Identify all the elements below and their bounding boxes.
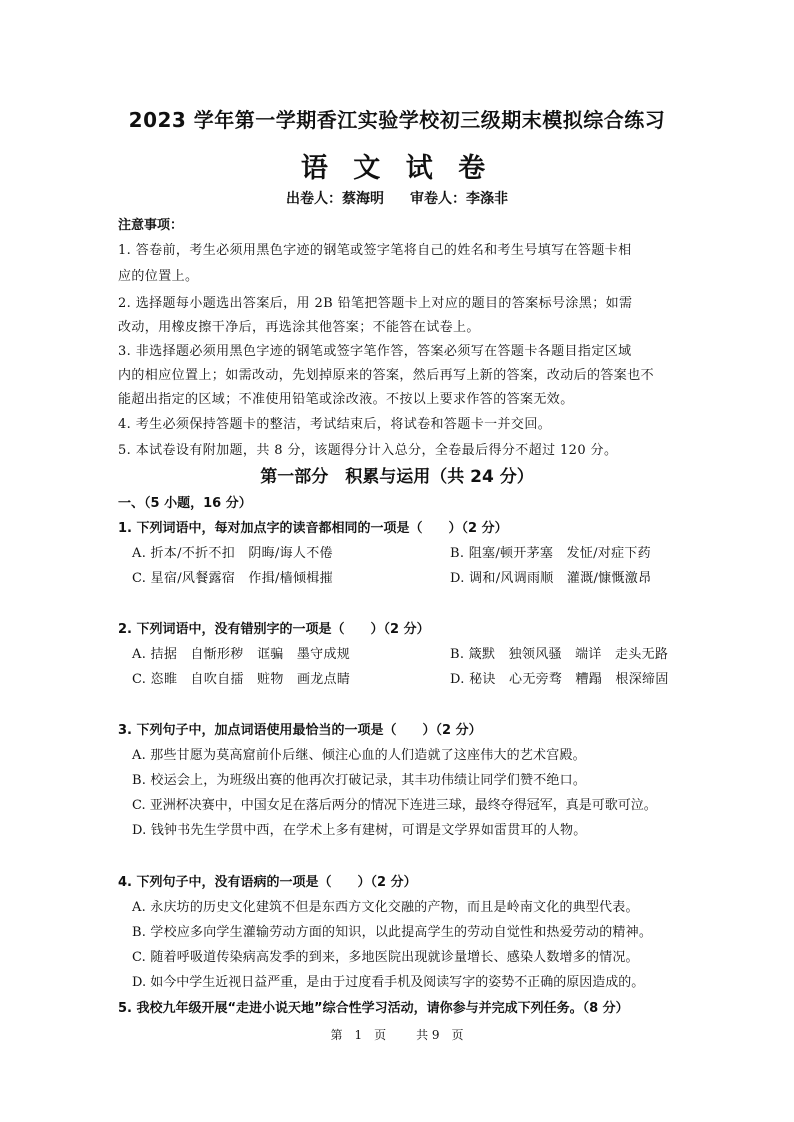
note-line: 内的相应位置上；如需改动，先划掉原来的答案，然后再写上新的答案，改动后的答案也不 [118,368,655,383]
q4-option-b: B. 学校应多向学生灌输劳动方面的知识，以此提高学生的劳动自觉性和热爱劳动的精神。 [132,925,653,940]
q1-option-d: D. 调和/风调雨顺 灌溉/慷慨激昂 [450,571,652,586]
question-2-stem: 2. 下列词语中，没有错别字的一项是（ ）（2 分） [118,622,430,637]
q3-option-a: A. 那些甘愿为莫高窟前仆后继、倾注心血的人们造就了这座伟大的艺术宫殿。 [132,748,586,763]
note-line: 5. 本试卷设有附加题，共 8 分，该题得分计入总分，全卷最后得分不超过 120 分。 [118,443,618,458]
q2-option-c: C. 恣睢 自吹自擂 赃物 画龙点睛 [132,672,351,687]
note-line: 2. 选择题每小题选出答案后，用 2B 铅笔把答题卡上对应的题目的答案标号涂黑；如需 [118,296,633,311]
note-line: 4. 考生必须保持答题卡的整洁，考试结束后，将试卷和答题卡一并交回。 [118,417,552,432]
notes-heading: 注意事项： [118,218,184,233]
q2-option-a: A. 拮据 自惭形秽 诓骗 墨守成规 [132,647,351,662]
q2-option-d: D. 秘诀 心无旁骛 糟蹋 根深缔固 [450,672,669,687]
q3-option-d: D. 钱钟书先生学贯中西，在学术上多有建树，可谓是文学界如雷贯耳的人物。 [132,823,587,838]
note-line: 3. 非选择题必须用黑色字迹的钢笔或签字笔作答，答案必须写在答题卡各题目指定区域 [118,344,632,359]
exam-title: 2023 学年第一学期香江实验学校初三级期末模拟综合练习 [128,108,666,132]
q1-option-c: C. 星宿/风餐露宿 作揖/樯倾楫摧 [132,571,333,586]
note-line: 能超出指定的区域；不准使用铅笔或涂改液。不按以上要求作答的答案无效。 [118,392,574,407]
page-total: 共 9 页 [416,1028,464,1042]
q4-option-a: A. 永庆坊的历史文化建筑不但是东西方文化交融的产物，而且是岭南文化的典型代表。 [132,900,639,915]
question-1-stem: 1. 下列词语中，每对加点字的读音都相同的一项是（ ）（2 分） [118,521,508,536]
setter: 出卷人：蔡海明 [286,191,384,207]
note-line: 改动，用橡皮擦干净后，再选涂其他答案；不能答在试卷上。 [118,320,480,335]
note-line: 1. 答卷前，考生必须用黑色字迹的钢笔或签字笔将自己的姓名和考生号填写在答题卡相 [118,243,632,258]
q3-option-b: B. 校运会上，为班级出赛的他再次打破记录，其丰功伟绩让同学们赞不绝口。 [132,773,587,788]
section-heading: 一、（5 小题，16 分） [118,496,252,511]
note-line: 应的位置上。 [118,269,199,284]
page-number: 第 1 页 [330,1028,387,1042]
authors-line [0,188,794,208]
q4-option-c: C. 随着呼吸道传染病高发季的到来，多地医院出现就诊量增长、感染人数增多的情况。 [132,950,639,965]
page-footer [0,1026,794,1043]
q3-option-c: C. 亚洲杯决赛中，中国女足在落后两分的情况下连进三球，最终夺得冠军，真是可歌可泣。 [132,798,657,813]
subject-title: 语 文 试 卷 [300,153,494,184]
q1-option-b: B. 阻塞/顿开茅塞 发怔/对症下药 [450,546,651,561]
question-5-stem: 5. 我校九年级开展“走进小说天地”综合性学习活动，请你参与并完成下列任务。（8 分） [118,1001,629,1016]
question-4-stem: 4. 下列句子中，没有语病的一项是（ ）（2 分） [118,875,417,890]
reviewer: 审卷人：李涤非 [410,191,508,207]
q4-option-d: D. 如今中学生近视日益严重，是由于过度看手机及阅读写字的姿势不正确的原因造成的。 [132,975,645,990]
part-title: 第一部分 积累与运用（共 24 分） [260,467,534,487]
q2-option-b: B. 箴默 独领风骚 端详 走头无路 [450,647,669,662]
question-3-stem: 3. 下列句子中，加点词语使用最恰当的一项是（ ）（2 分） [118,723,482,738]
q1-option-a: A. 折本/不折不扣 阴晦/诲人不倦 [132,546,333,561]
